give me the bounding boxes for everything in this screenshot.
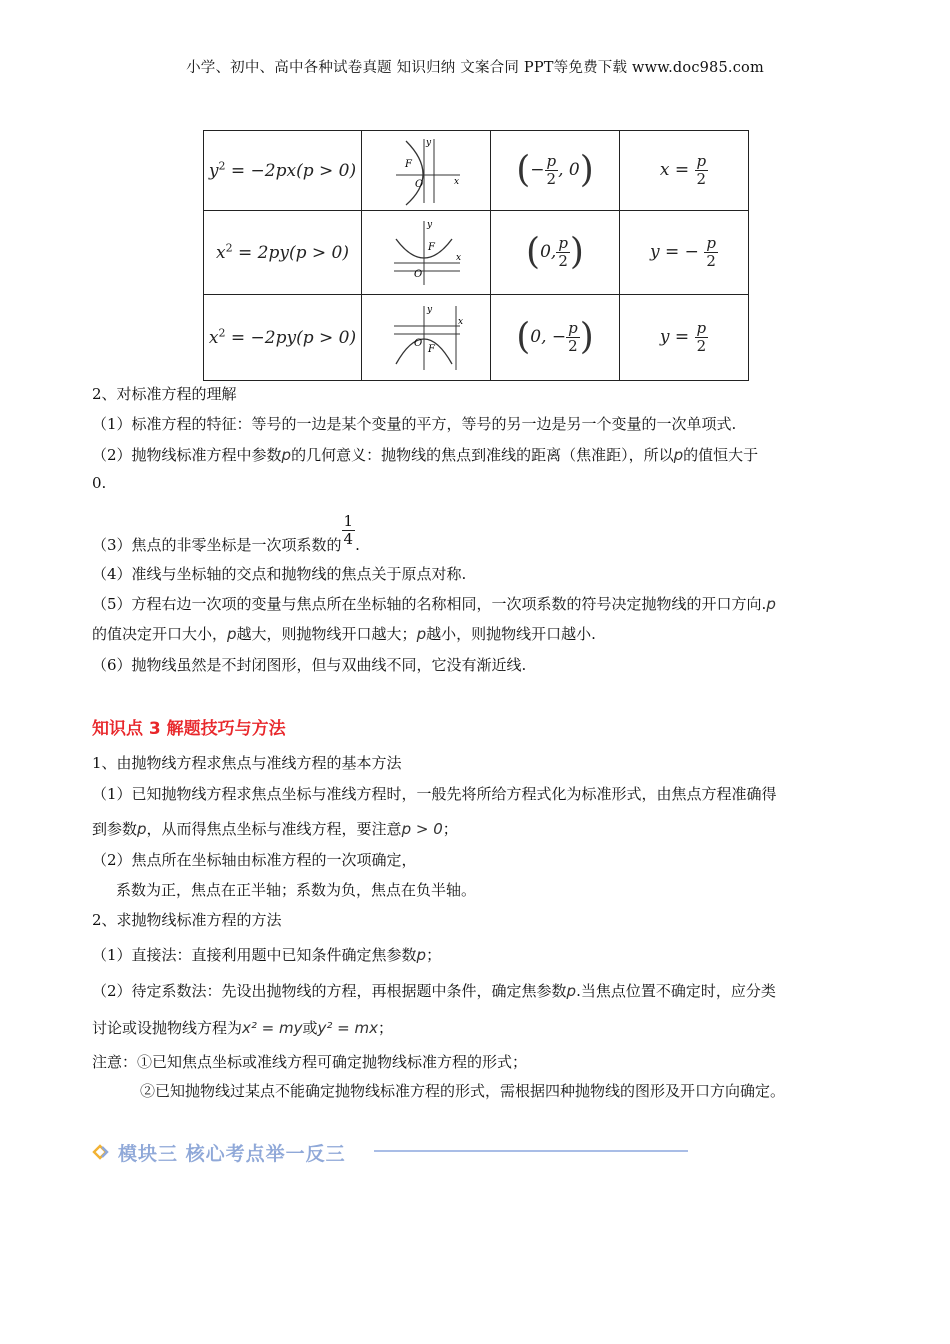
paragraph: 讨论或设抛物线方程为x² = my或y² = mx； — [92, 1019, 394, 1037]
directrix-cell: y = − $\frac{p}{2}$ — [620, 211, 749, 295]
paragraph: （1）标准方程的特征：等号的一边是某个变量的平方，等号的另一边是另一个变量的一次单项式. — [92, 415, 737, 433]
focus-cell: (0, $\frac{p}{2}$ ) — [491, 211, 620, 295]
focus-cell: (0, − $\frac{p}{2}$ ) — [491, 295, 620, 381]
focus-label: F — [428, 241, 435, 253]
diamond-arrow-icon — [92, 1142, 114, 1162]
paragraph: （5）方程右边一次项的变量与焦点所在坐标轴的名称相同，一次项系数的符号决定抛物线的开口方向.p — [92, 595, 776, 613]
paragraph: （1）直接法：直接利用题中已知条件确定焦参数p； — [92, 946, 442, 964]
banner-divider — [374, 1150, 688, 1152]
origin-label: O — [414, 337, 423, 349]
page-header: 小学、初中、高中各种试卷真题 知识归纳 文案合同 PPT等免费下载 www.doc985.com — [186, 60, 764, 76]
table-row — [204, 131, 749, 211]
parabola-down-graph — [386, 302, 466, 374]
table-row — [204, 295, 749, 381]
section-title: 2、对标准方程的理解 — [92, 385, 237, 403]
y-axis-label: y — [426, 137, 432, 148]
banner-title: 模块三 核心考点举一反三 — [118, 1143, 346, 1165]
paragraph: （4）准线与坐标轴的交点和抛物线的焦点关于原点对称. — [92, 565, 467, 583]
origin-label: O — [414, 268, 423, 280]
paragraph: （6）抛物线虽然是不封闭图形，但与双曲线不同，它没有渐近线. — [92, 656, 527, 674]
paragraph: （2）焦点所在坐标轴由标准方程的一次项确定， — [92, 851, 417, 869]
equation-cell: $y^2 = -2px(p > 0)$ — [204, 131, 362, 211]
equation-cell: $x^2 = -2py(p > 0)$ — [204, 295, 362, 381]
focus-cell: (− $\frac{p}{2}$ , 0) — [491, 131, 620, 211]
note: 注意：①已知焦点坐标或准线方程可确定抛物线标准方程的形式； — [92, 1053, 528, 1071]
parabola-up-graph — [386, 217, 466, 289]
paragraph: （3）焦点的非零坐标是一次项系数的 $\frac{1}{4}$ . — [92, 512, 360, 554]
note: ②已知抛物线过某点不能确定抛物线标准方程的形式，需根据四种抛物线的图形及开口方向确定。 — [140, 1082, 786, 1100]
y-axis-label: y — [427, 304, 433, 315]
paragraph: 到参数p，从而得焦点坐标与准线方程，要注意p > 0； — [92, 820, 458, 838]
directrix-cell: y = $\frac{p}{2}$ — [620, 295, 749, 381]
y-axis-label: y — [427, 219, 433, 230]
paragraph: 的值决定开口大小，p越大，则抛物线开口越大；p越小，则抛物线开口越小. — [92, 625, 596, 643]
focus-label: F — [405, 158, 412, 170]
x-axis-label: x — [454, 176, 460, 187]
origin-label: O — [415, 178, 424, 190]
paragraph: （1）已知抛物线方程求焦点坐标与准线方程时，一般先将所给方程式化为标准形式，由焦点方程准确得 — [92, 785, 777, 803]
x-axis-label: x — [456, 252, 462, 263]
table-summary — [0, 1300, 1, 1301]
paragraph: （2）抛物线标准方程中参数p的几何意义：抛物线的焦点到准线的距离（焦准距），所以p的值恒大于 — [92, 446, 759, 464]
table-row — [204, 211, 749, 295]
section-title: 1、由抛物线方程求焦点与准线方程的基本方法 — [92, 754, 402, 772]
paragraph: 系数为正，焦点在正半轴；系数为负，焦点在负半轴。 — [116, 881, 477, 899]
directrix-cell: x = $\frac{p}{2}$ — [620, 131, 749, 211]
x-axis-label: x — [458, 316, 464, 327]
parabola-formula-table — [203, 130, 749, 381]
module-banner — [92, 1132, 692, 1172]
paragraph: 0. — [92, 474, 107, 492]
equation-cell: $x^2 = 2py(p > 0)$ — [204, 211, 362, 295]
section-title: 2、求抛物线标准方程的方法 — [92, 911, 282, 929]
paragraph: （2）待定系数法：先设出抛物线的方程，再根据题中条件，确定焦参数p.当焦点位置不确定时，应分类 — [92, 982, 776, 1000]
graph-cell — [362, 131, 491, 211]
focus-label: F — [428, 343, 435, 355]
knowledge-point-heading: 知识点 3 解题技巧与方法 — [92, 719, 286, 739]
parabola-left-graph — [386, 135, 466, 207]
graph-cell — [362, 295, 491, 381]
graph-cell — [362, 211, 491, 295]
